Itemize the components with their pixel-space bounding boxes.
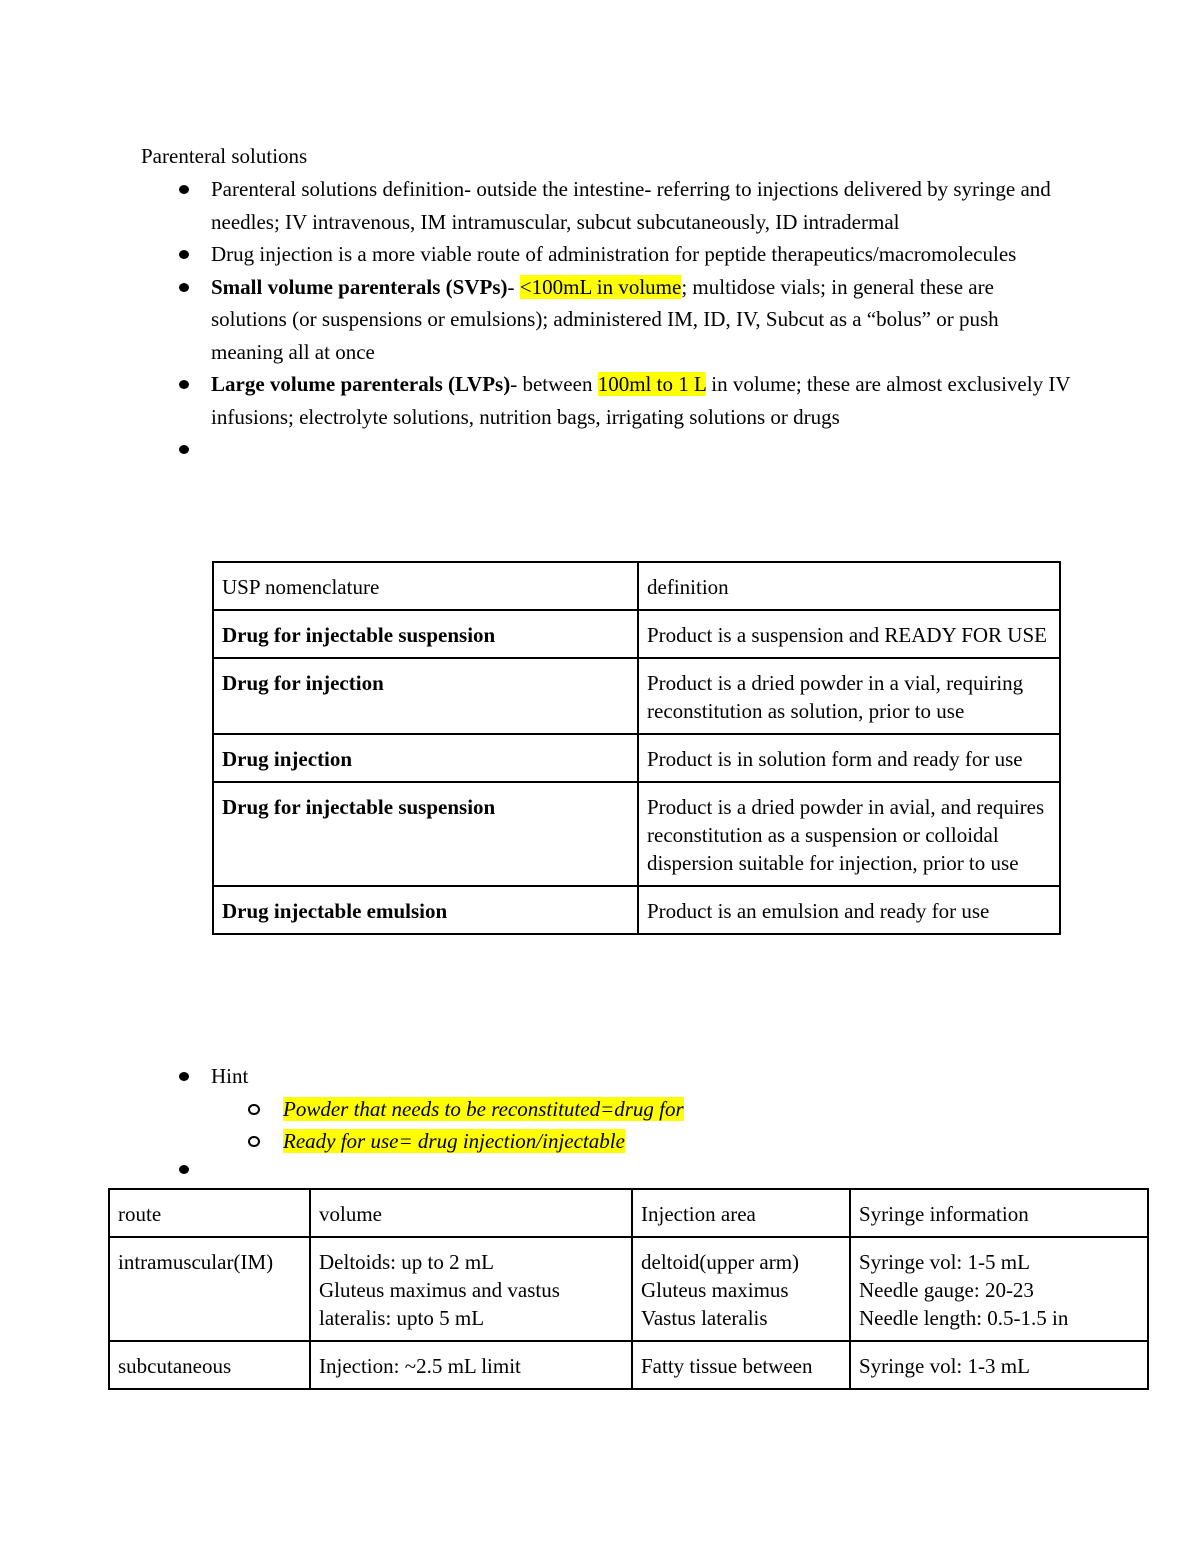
hint-section	[0, 1060, 1200, 1158]
term-cell	[213, 782, 638, 886]
table-row	[109, 1341, 1148, 1389]
lvp-volume-highlight: 100ml to 1 L	[597, 372, 707, 396]
hint-text: Powder that needs to be reconstituted=drug for	[283, 1096, 684, 1121]
cell-line: Deltoids: up to 2 mL	[319, 1250, 494, 1274]
cell-line: Needle length: 0.5-1.5 in	[859, 1306, 1069, 1330]
route-table	[108, 1188, 1149, 1390]
area-cell	[632, 1341, 850, 1389]
header-cell: route	[109, 1189, 310, 1237]
list-item	[0, 368, 1071, 433]
definition-cell: Product is a dried powder in a vial, requiring reconstitution as solution, prior to use	[638, 658, 1060, 734]
cell-line: Syringe vol: 1-3 mL	[859, 1354, 1030, 1378]
definition-cell: Product is a dried powder in avial, and requires reconstitution as a suspension or colloidal dispersion suitable for injection, prior to use	[638, 782, 1060, 886]
header-cell: definition	[638, 562, 1060, 610]
document-title: Parenteral solutions	[141, 144, 308, 168]
svp-description: ; multidose vials; in general these are solutions (or suspensions or emulsions); administered IM, ID, IV, Subcut as a “bolus” or push meaning all at once	[211, 274, 999, 364]
table-row	[213, 782, 1060, 886]
bullet-icon	[179, 445, 189, 454]
hint-label: Hint	[211, 1064, 249, 1088]
bullet-icon	[179, 380, 189, 389]
volume-cell	[310, 1341, 632, 1389]
cell-line: Fatty tissue between	[641, 1354, 813, 1378]
term-text: Drug for injectable suspension	[222, 795, 496, 819]
term-text: Drug injection	[222, 747, 353, 771]
route-cell: intramuscular(IM)	[109, 1237, 310, 1341]
bullet-text: Parenteral solutions definition- outside the intestine- referring to injections delivered by syringe and needles; IV intravenous, IM intramuscular, subcut subcutaneously, ID intradermal	[211, 177, 1051, 234]
definition-cell: Product is in solution form and ready for use	[638, 734, 1060, 782]
bullet-list	[0, 173, 1200, 465]
lvp-between: - between	[510, 372, 598, 396]
table-row	[213, 886, 1060, 934]
svp-dash: -	[507, 274, 520, 299]
bullet-icon	[179, 283, 189, 292]
syringe-cell	[850, 1237, 1148, 1341]
bullet-icon	[179, 1072, 189, 1081]
cell-line: deltoid(upper arm)	[641, 1250, 800, 1274]
table-row	[213, 734, 1060, 782]
header-cell: USP nomenclature	[213, 562, 638, 610]
hint-item	[0, 1093, 1200, 1126]
term-cell	[213, 658, 638, 734]
usp-nomenclature-table	[212, 561, 1061, 935]
list-item	[0, 173, 1071, 238]
definition-cell: Product is an emulsion and ready for use	[638, 886, 1060, 934]
definition-cell: Product is a suspension and READY FOR USE	[638, 610, 1060, 658]
term-text: Drug for injectable suspension	[222, 623, 496, 647]
list-item	[0, 271, 1071, 369]
table-row	[213, 610, 1060, 658]
cell-line: Vastus lateralis	[641, 1306, 768, 1330]
table-header-row	[213, 562, 1060, 610]
term-text: Drug for injection	[222, 671, 384, 695]
bullet-text: Drug injection is a more viable route of administration for peptide therapeutics/macromolecules	[211, 242, 1017, 266]
term-cell	[213, 610, 638, 658]
cell-line: Syringe vol: 1-5 mL	[859, 1250, 1030, 1274]
svp-volume-highlight: <100mL in volume	[519, 274, 682, 299]
header-cell: volume	[310, 1189, 632, 1237]
list-item	[0, 238, 1071, 271]
cell-line: Gluteus maximus	[641, 1278, 789, 1302]
hollow-bullet-icon	[248, 1136, 260, 1147]
bullet-icon	[179, 250, 189, 259]
route-cell: subcutaneous	[109, 1341, 310, 1389]
term-cell	[213, 734, 638, 782]
syringe-cell	[850, 1341, 1148, 1389]
bullet-icon	[179, 185, 189, 194]
table-row	[109, 1237, 1148, 1341]
lvp-term: Large volume parenterals (LVPs)	[211, 372, 511, 396]
cell-line: Injection: ~2.5 mL limit	[319, 1354, 521, 1378]
svp-term: Small volume parenterals (SVPs)	[211, 274, 508, 299]
area-cell	[632, 1237, 850, 1341]
header-cell: Injection area	[632, 1189, 850, 1237]
table-header-row	[109, 1189, 1148, 1237]
hollow-bullet-icon	[248, 1104, 260, 1115]
volume-cell	[310, 1237, 632, 1341]
bullet-icon	[179, 1165, 189, 1174]
list-item-empty	[0, 433, 1071, 465]
table-row	[213, 658, 1060, 734]
cell-line: Gluteus maximus and vastus lateralis: upto 5 mL	[319, 1278, 560, 1330]
term-cell	[213, 886, 638, 934]
term-text: Drug injectable emulsion	[222, 899, 448, 923]
lvp-description: in volume; these are almost exclusively IV infusions; electrolyte solutions, nutrition bags, irrigating solutions or drugs	[211, 372, 1071, 429]
hint-text: Ready for use= drug injection/injectable	[283, 1129, 625, 1153]
header-cell: Syringe information	[850, 1189, 1148, 1237]
list-item	[0, 1060, 1071, 1093]
cell-line: Needle gauge: 20-23	[859, 1278, 1034, 1302]
hint-item	[0, 1125, 1200, 1158]
